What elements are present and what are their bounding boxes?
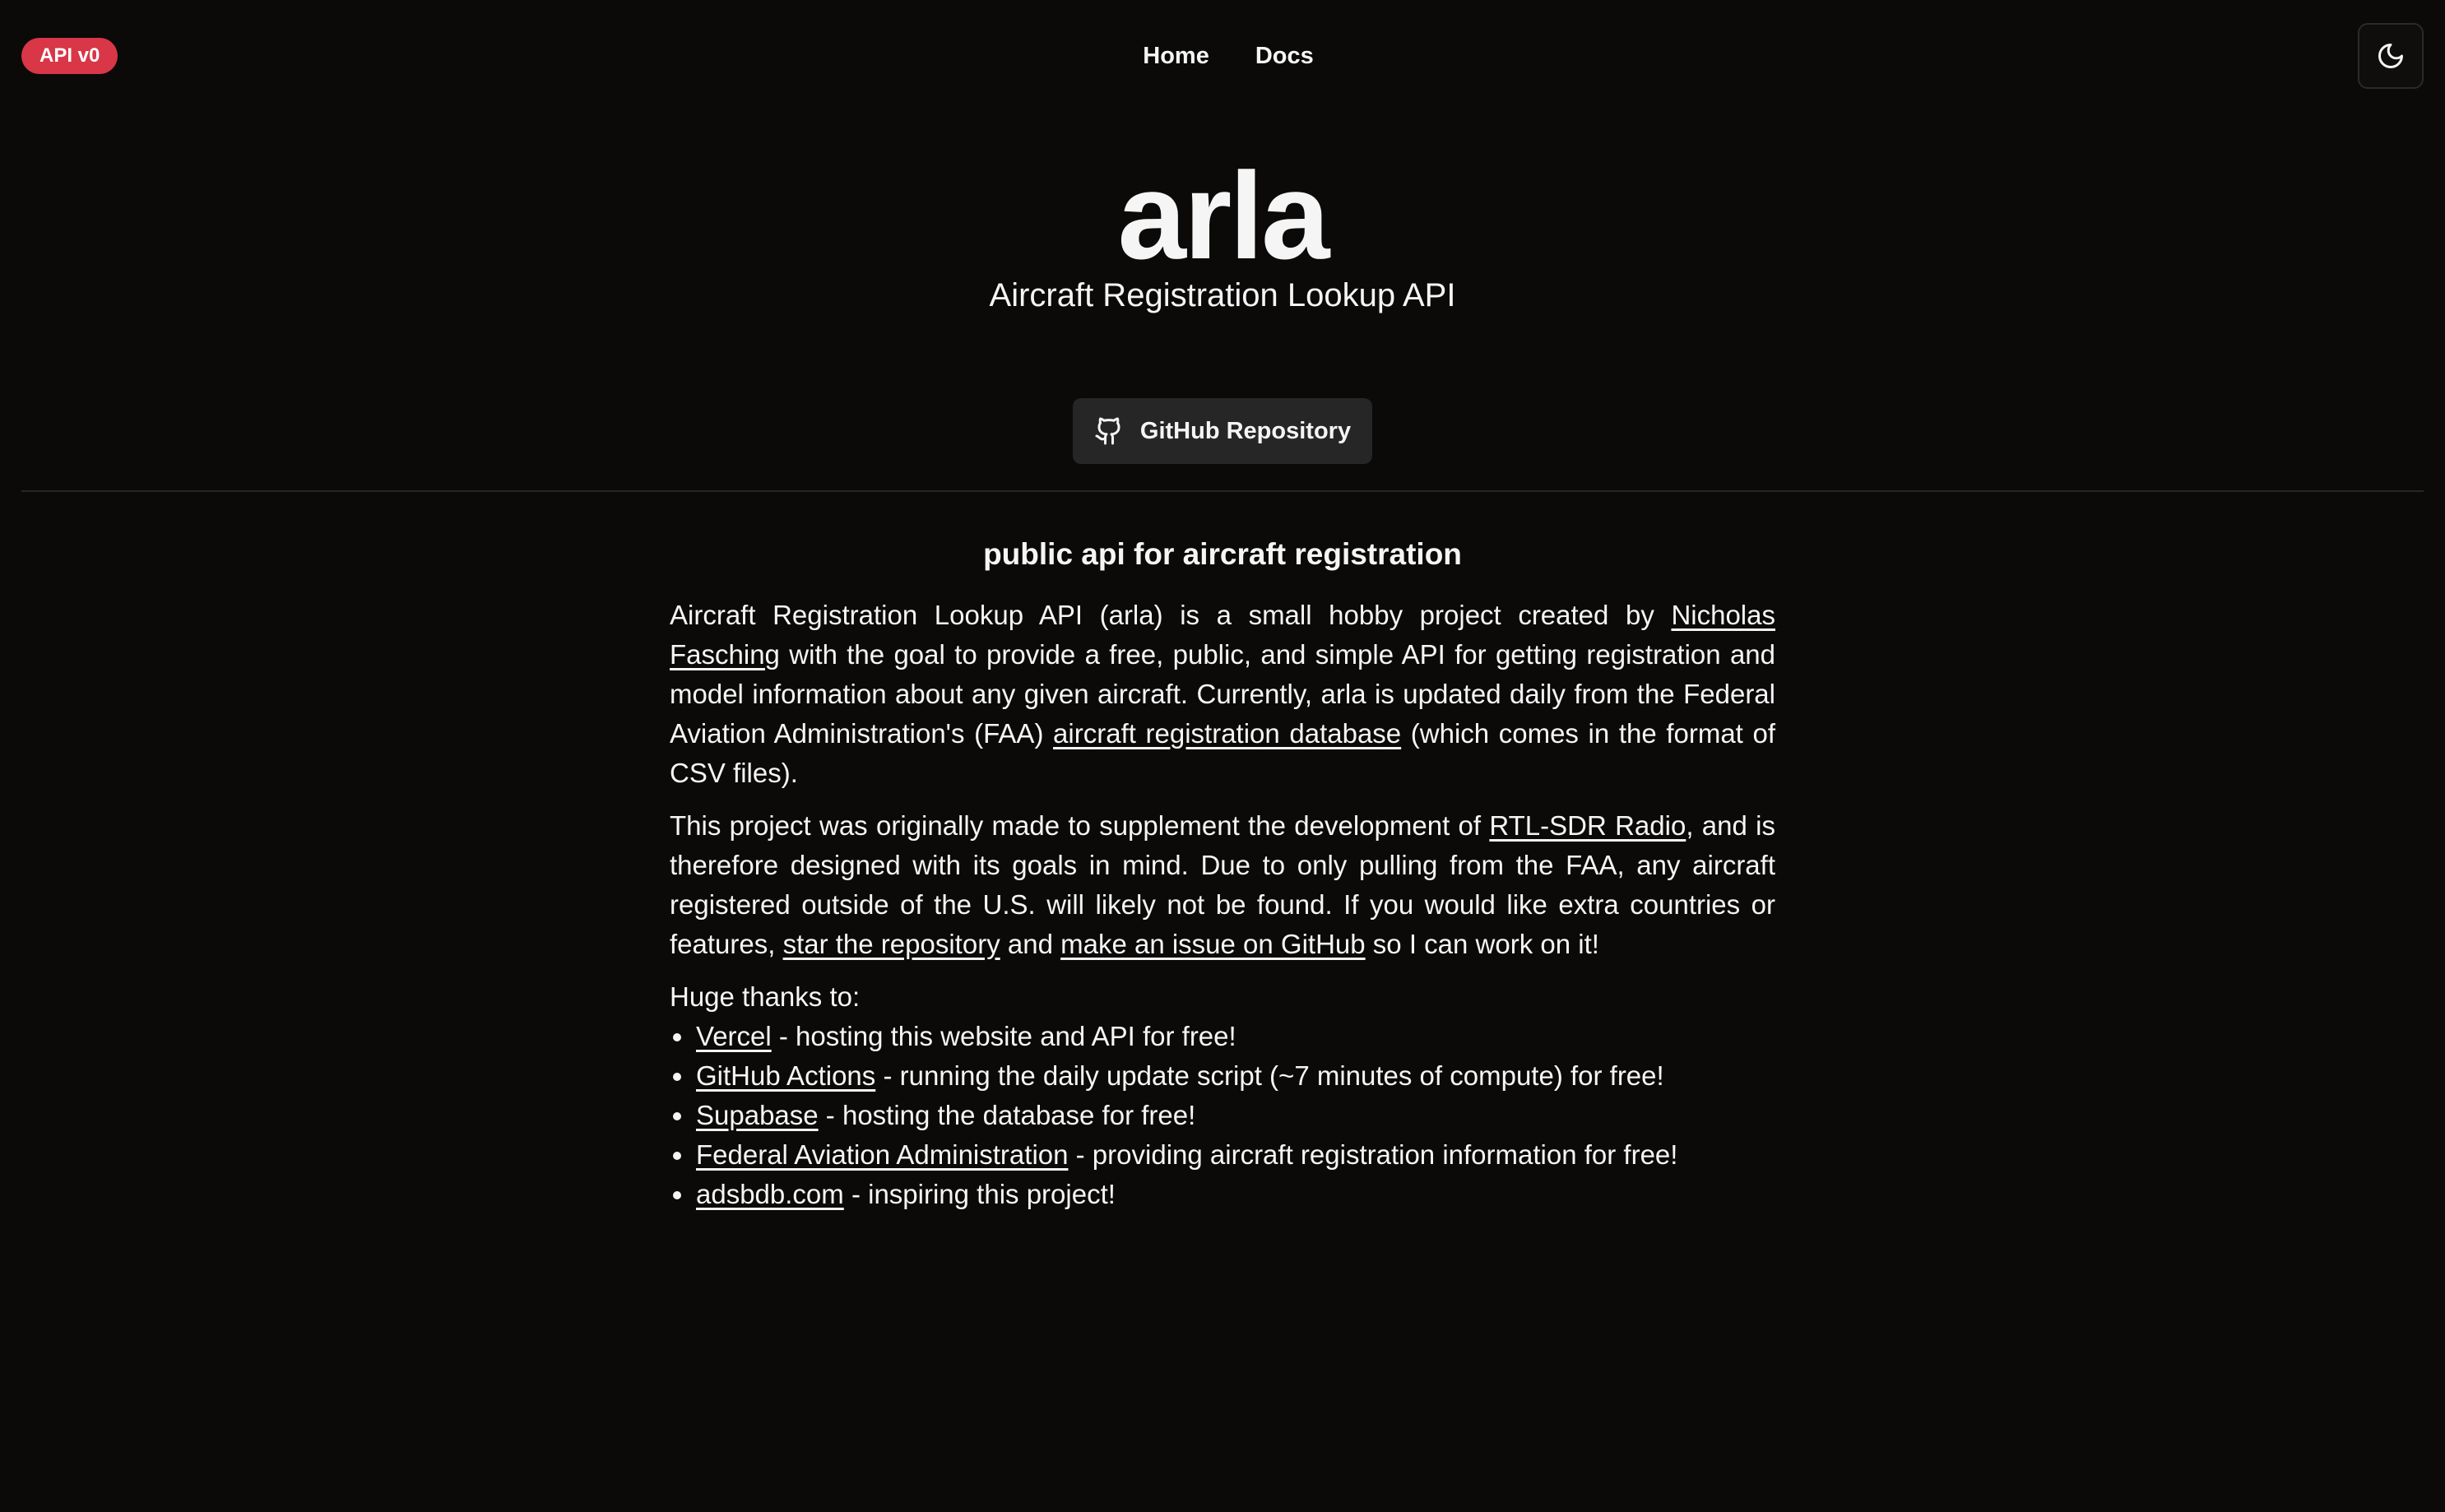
list-item-text: - hosting this website and API for free!	[771, 1021, 1236, 1051]
github-repository-button[interactable]	[1073, 398, 1372, 464]
github-issue-link[interactable]: make an issue on GitHub	[1060, 929, 1366, 959]
intro-text-2: with the goal to provide a free, public, and simple API for getting registration and model information about any given aircraft. Currently, arla is updated daily from the Federal Aviation Administration's (FAA)	[670, 639, 1775, 749]
main-content	[670, 531, 1775, 1214]
faa-link[interactable]: Federal Aviation Administration	[696, 1139, 1069, 1170]
supabase-link[interactable]: Supabase	[696, 1100, 819, 1130]
moon-icon	[2376, 41, 2406, 71]
section-divider	[21, 490, 2424, 492]
vercel-link[interactable]: Vercel	[696, 1021, 772, 1051]
intro-text-1: Aircraft Registration Lookup API (arla) is a small hobby project created by	[670, 600, 1672, 630]
list-item	[670, 1175, 1775, 1214]
purpose-text-3: and	[1000, 929, 1061, 959]
page-subtitle: Aircraft Registration Lookup API	[989, 277, 1456, 313]
content-heading: public api for aircraft registration	[983, 537, 1462, 571]
intro-text-3: (which comes in the format of CSV files).	[670, 718, 1775, 788]
theme-toggle-button[interactable]	[2358, 23, 2424, 89]
adsbdb-link[interactable]: adsbdb.com	[696, 1179, 844, 1209]
list-item	[670, 1096, 1775, 1135]
api-version-badge: API v0	[21, 38, 118, 74]
github-button-label: GitHub Repository	[1139, 417, 1352, 444]
list-item-text: - inspiring this project!	[843, 1179, 1116, 1209]
purpose-text-2: , and is therefore designed with its goals in mind. Due to only pulling from the FAA, any aircraft registered outside of the U.S. will likely not be found. If you would like extra countries or features,	[670, 810, 1775, 959]
purpose-text-4: so I can work on it!	[1365, 929, 1599, 959]
list-item-text: - providing aircraft registration information for free!	[1068, 1139, 1678, 1170]
thanks-list	[670, 1017, 1775, 1214]
list-item	[670, 1056, 1775, 1096]
rtl-sdr-link[interactable]: RTL-SDR Radio	[1489, 810, 1686, 841]
faa-database-link[interactable]: aircraft registration database	[1053, 718, 1402, 749]
nav-home-link[interactable]: Home	[1143, 43, 1209, 69]
intro-paragraph	[670, 596, 1775, 793]
github-actions-link[interactable]: GitHub Actions	[696, 1060, 876, 1091]
purpose-text-1: This project was originally made to supplement the development of	[670, 810, 1490, 841]
author-link[interactable]: Nicholas Fasching	[670, 600, 1775, 670]
list-item	[670, 1135, 1775, 1175]
list-item	[670, 1017, 1775, 1056]
page-title: arla	[1117, 146, 1328, 285]
nav-docs-link[interactable]: Docs	[1255, 43, 1314, 69]
list-item-text: - hosting the database for free!	[818, 1100, 1196, 1130]
github-icon	[1094, 416, 1124, 446]
purpose-paragraph	[670, 806, 1775, 964]
list-item-text: - running the daily update script (~7 minutes of compute) for free!	[875, 1060, 1664, 1091]
star-repo-link[interactable]: star the repository	[782, 929, 1000, 959]
thanks-label: Huge thanks to:	[670, 981, 861, 1012]
top-nav	[0, 36, 2445, 76]
